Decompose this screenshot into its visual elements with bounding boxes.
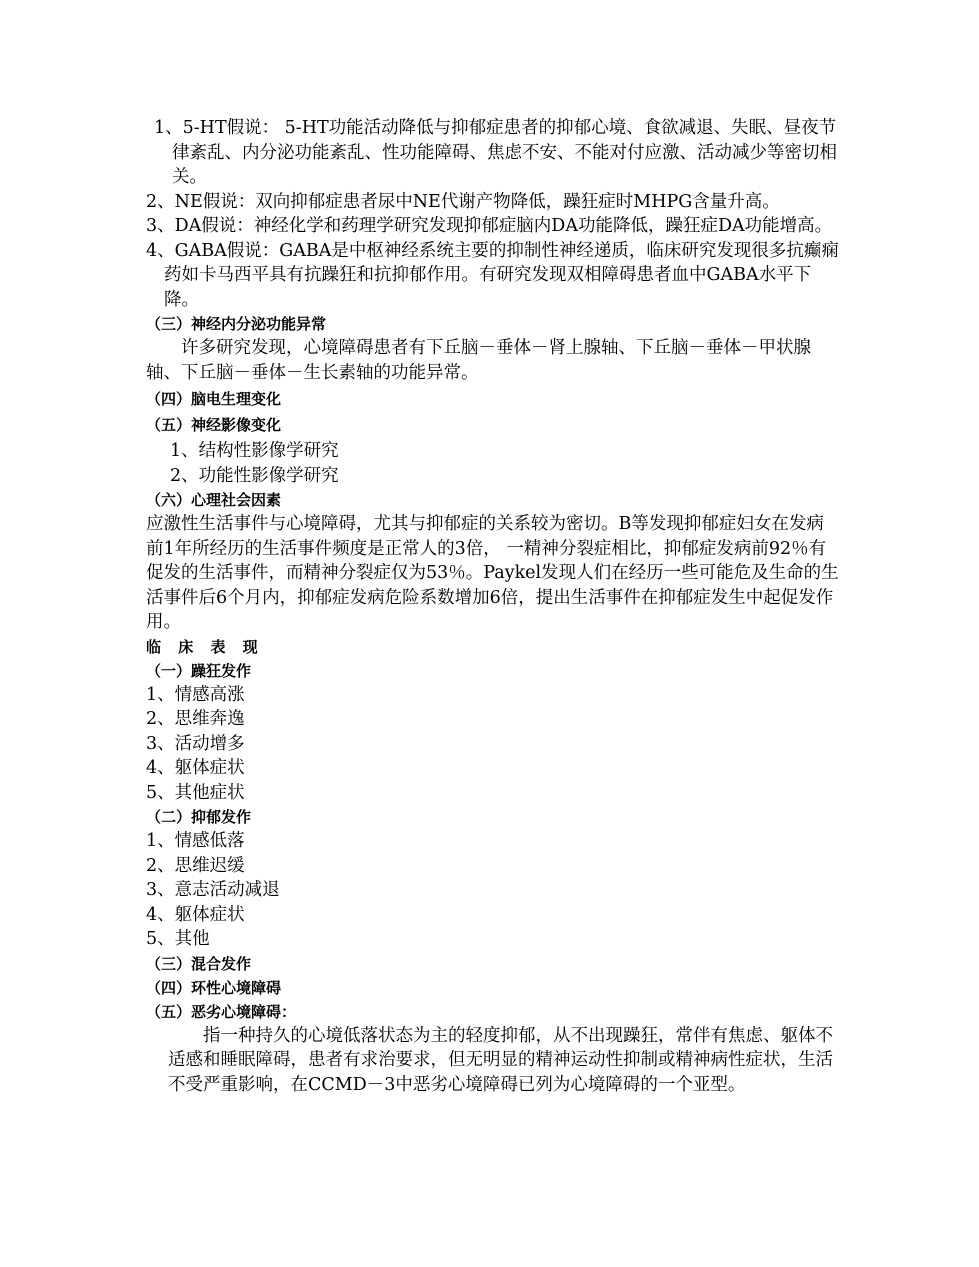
list-item-depression-5: 5、其他 <box>146 929 210 949</box>
dysthymia-block <box>168 1024 841 1098</box>
hypothesis-da: 3、DA假说：神经化学和药理学研究发现抑郁症脑内DA功能降低，躁狂症DA功能增高。 <box>146 216 833 236</box>
list-item-mania-1: 1、情感高涨 <box>146 684 245 705</box>
hypothesis-5ht: 1、5-HT假说： 5-HT功能活动降低与抑郁症患者的抑郁心境、食欲减退、失眠、昼夜节律紊乱、内分泌功能紊乱、性功能障碍、焦虑不安、不能对付应激、活动减少等密切相关。 <box>154 118 837 187</box>
list-item-mania-3: 3、活动增多 <box>146 733 245 754</box>
list-item-mania-4: 4、躯体症状 <box>146 758 245 778</box>
list-item-mania-5: 5、其他症状 <box>146 782 245 803</box>
section-heading-cyclothymia: （四）环性心境障碍 <box>146 978 282 997</box>
section-heading-mania: （一）躁狂发作 <box>146 661 252 680</box>
list-item-mania-2: 2、思维奔逸 <box>146 709 245 729</box>
list-item-depression-2: 2、思维迟缓 <box>146 855 245 876</box>
section-heading-neuroimaging: （五）神经影像变化 <box>146 416 282 434</box>
section-heading-neuroendocrine: （三）神经内分泌功能异常 <box>146 315 327 333</box>
list-item-depression-4: 4、躯体症状 <box>146 904 245 925</box>
hypothesis-gaba: 4、GABA假说：GABA是中枢神经系统主要的抑制性神经递质，临床研究发现很多抗癫痫药如卡马西平具有抗躁狂和抗抑郁作用。有研究发现双相障碍患者血中GABA水平下降。 <box>146 240 839 310</box>
section-heading-dysthymia: （五）恶劣心境障碍： <box>146 1002 297 1021</box>
section-heading-psychosocial: （六）心理社会因素 <box>146 491 282 509</box>
list-item-depression-1: 1、情感低落 <box>146 831 245 851</box>
section-heading-depression: （二）抑郁发作 <box>146 808 252 826</box>
list-item-functional-imaging: 2、功能性影像学研究 <box>170 465 339 486</box>
section-body-psychosocial: 应激性生活事件与心境障碍，尤其与抑郁症的关系较为密切。B等发现抑郁症妇女在发病前1年所经历的生活事件频度是正常人的3倍， 一精神分裂症相比，抑郁症发病前92％有促发的生活事件，而精神分裂症仅为53％。Paykel发现人们在经历一些可能危及生命的生活事件后6个月内，抑郁症发病危险系数增加6倍，提出生活事件在抑郁症发生中起促发作用。 <box>146 514 839 632</box>
list-item-depression-3: 3、意志活动减退 <box>146 880 280 900</box>
section-heading-mixed: （三）混合发作 <box>146 954 252 973</box>
section-body-dysthymia: 指一种持久的心境低落状态为主的轻度抑郁，从不出现躁狂，常伴有焦虑、躯体不适感和睡眠障碍，患者有求治要求，但无明显的精神运动性抑制或精神病性症状，生活不受严重影响，在CCMD－3中恶劣心境障碍已列为心境障碍的一个亚型。 <box>168 1025 833 1095</box>
section-body-neuroendocrine: 许多研究发现，心境障碍患者有下丘脑－垂体－肾上腺轴、下丘脑－垂体－甲状腺轴、下丘脑－垂体－生长素轴的功能异常。 <box>146 338 811 383</box>
section-heading-eeg: （四）脑电生理变化 <box>146 390 282 408</box>
list-item-structural-imaging: 1、结构性影像学研究 <box>170 441 339 461</box>
hypothesis-ne: 2、NE假说：双向抑郁症患者尿中NE代谢产物降低，躁狂症时MHPG含量升高。 <box>146 191 780 212</box>
hypotheses-list <box>146 116 841 312</box>
clinical-heading: 临 床 表 现 <box>146 637 264 656</box>
